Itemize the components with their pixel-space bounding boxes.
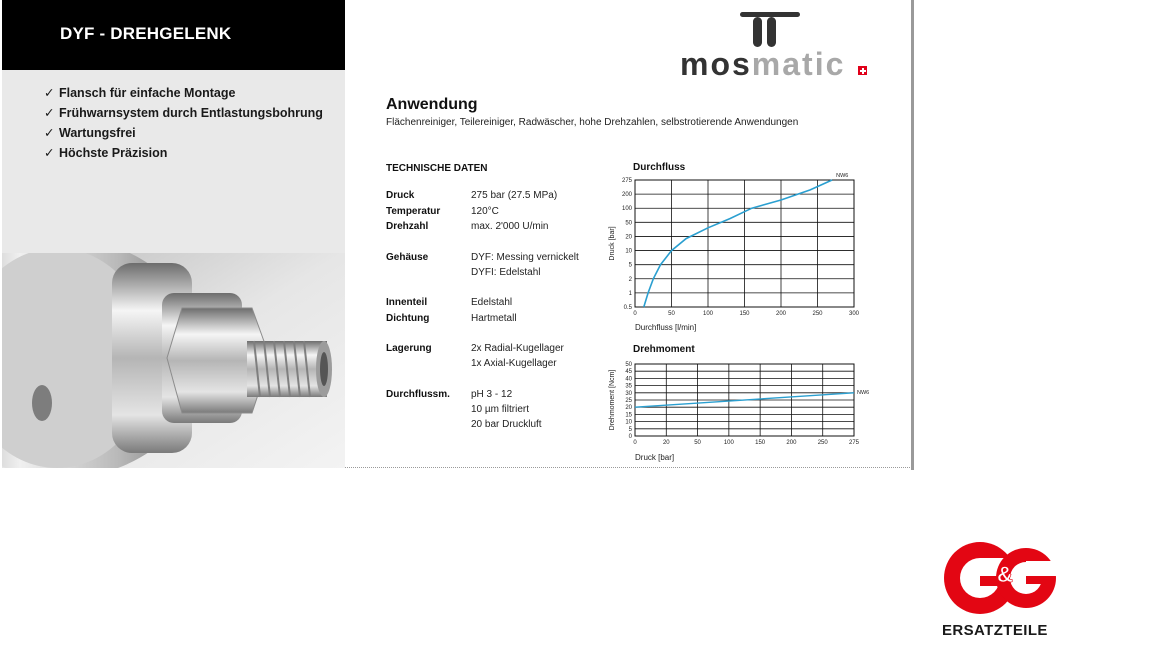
y-tick-label: 2 <box>628 276 632 283</box>
spec-label: Druck <box>386 190 415 201</box>
x-tick-label: 0 <box>633 311 637 317</box>
x-axis-label: Druck [bar] <box>635 453 675 462</box>
x-tick-label: 300 <box>848 311 860 317</box>
spec-value: 20 bar Druckluft <box>471 419 542 430</box>
spec-label: Temperatur <box>386 206 441 217</box>
x-tick-label: 250 <box>817 440 828 446</box>
y-tick-label: 10 <box>625 248 632 255</box>
x-tick-label: 100 <box>702 311 714 317</box>
chart-title-torque: Drehmoment <box>633 344 695 355</box>
feature-item: ✓ Wartungsfrei <box>44 126 136 140</box>
y-tick-label: 15 <box>625 412 632 419</box>
x-tick-label: 200 <box>775 311 787 317</box>
spec-value: DYFI: Edelstahl <box>471 267 541 278</box>
y-tick-label: 1 <box>628 290 632 297</box>
spec-value: pH 3 - 12 <box>471 389 513 400</box>
mosmatic-emblem-icon <box>740 10 800 50</box>
application-heading: Anwendung <box>386 96 478 113</box>
page-edge <box>345 467 912 468</box>
checkmark-icon: ✓ <box>44 106 55 120</box>
spec-value: 10 µm filtriert <box>471 404 529 415</box>
x-tick-label: 150 <box>739 311 750 317</box>
spec-label: Lagerung <box>386 343 432 354</box>
y-tick-label: 45 <box>625 369 632 376</box>
y-tick-label: 20 <box>625 234 632 241</box>
spec-value: Hartmetall <box>471 313 517 324</box>
svg-text:&: & <box>997 562 1013 587</box>
chart-title-flow: Durchfluss <box>633 162 686 173</box>
mosmatic-logo <box>680 10 880 80</box>
spec-value: DYF: Messing vernickelt <box>471 252 579 263</box>
y-tick-label: 100 <box>621 206 632 213</box>
x-tick-label: 0 <box>633 440 637 446</box>
spec-value: Edelstahl <box>471 297 513 308</box>
checkmark-icon: ✓ <box>44 146 55 160</box>
gg-ersatzteile-logo <box>940 540 1062 644</box>
feature-item: ✓ Frühwarnsystem durch Entlastungsbohrung <box>44 106 323 120</box>
series-label: NW6 <box>836 173 849 179</box>
x-tick-label: 275 <box>848 440 860 446</box>
y-tick-label: 5 <box>628 262 632 269</box>
spec-label: Drehzahl <box>386 221 429 232</box>
x-tick-label: 100 <box>723 440 734 446</box>
y-tick-label: 50 <box>625 362 632 368</box>
series-label: NW6 <box>857 389 870 396</box>
x-tick-label: 200 <box>786 440 797 446</box>
y-tick-label: 25 <box>625 398 632 404</box>
x-tick-label: 20 <box>662 440 670 446</box>
checkmark-icon: ✓ <box>44 126 55 140</box>
y-tick-label: 200 <box>621 192 632 199</box>
x-tick-label: 250 <box>812 311 823 317</box>
flow-chart <box>607 170 867 332</box>
x-axis-label: Durchfluss [l/min] <box>635 323 697 332</box>
spec-value: 2x Radial-Kugellager <box>471 343 564 354</box>
y-tick-label: 35 <box>625 383 632 390</box>
spec-label: Dichtung <box>386 313 430 324</box>
y-axis-label: Druck [bar] <box>609 226 616 261</box>
y-tick-label: 20 <box>625 405 632 412</box>
feature-list <box>44 85 323 165</box>
spec-value: 275 bar (27.5 MPa) <box>471 190 558 201</box>
product-sidebar <box>2 0 345 468</box>
y-tick-label: 50 <box>625 220 632 227</box>
feature-item: ✓ Flansch für einfache Montage <box>44 86 236 100</box>
y-tick-label: 275 <box>621 178 632 184</box>
spec-label: Gehäuse <box>386 252 429 263</box>
datasheet-content <box>345 0 911 467</box>
checkmark-icon: ✓ <box>44 86 55 100</box>
torque-chart <box>607 356 872 462</box>
y-tick-label: 10 <box>625 419 632 426</box>
y-tick-label: 5 <box>628 426 632 433</box>
product-title: DYF - DREHGELENK <box>60 24 232 43</box>
spec-value: 120°C <box>471 206 499 217</box>
gg-wordmark: ERSATZTEILE <box>942 622 1048 639</box>
y-tick-label: 30 <box>625 390 632 397</box>
product-photo <box>2 253 345 468</box>
spec-value: max. 2'000 U/min <box>471 221 549 232</box>
application-text: Flächenreiniger, Teilereiniger, Radwäscher, hohe Drehzahlen, selbstrotierende Anwendungen <box>386 117 799 128</box>
x-tick-label: 50 <box>668 311 675 317</box>
spec-value: 1x Axial-Kugellager <box>471 358 557 369</box>
y-tick-label: 0 <box>628 434 632 440</box>
tech-data-heading: TECHNISCHE DATEN <box>386 163 488 174</box>
spec-label: Innenteil <box>386 297 428 308</box>
mosmatic-wordmark: mosmatic <box>680 46 846 82</box>
feature-item: ✓ Höchste Präzision <box>44 146 168 160</box>
y-tick-label: 40 <box>625 376 632 383</box>
gg-mark-icon <box>940 540 1062 622</box>
swiss-flag-icon <box>858 66 867 75</box>
x-tick-label: 50 <box>694 440 701 446</box>
y-tick-label: 0.5 <box>623 305 632 311</box>
spec-label: Durchflussm. <box>386 389 450 400</box>
y-axis-label: Drehmoment [Ncm] <box>609 369 616 431</box>
x-tick-label: 150 <box>755 440 766 446</box>
product-title-bar <box>2 0 345 70</box>
